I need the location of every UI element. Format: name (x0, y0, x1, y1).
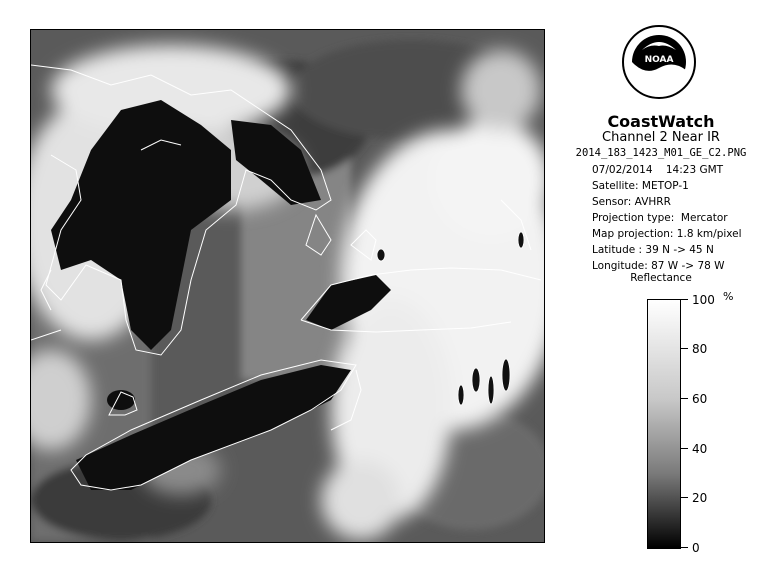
latitude-text: Latitude : 39 N -> 45 N (592, 244, 714, 256)
projection-type-text: Projection type: Mercator (592, 212, 728, 224)
colorbar-tick-label: 20 (692, 491, 708, 505)
channel-subtitle: Channel 2 Near IR (602, 130, 720, 145)
colorbar-tick (681, 497, 688, 498)
colorbar-unit: % (723, 290, 734, 303)
colorbar-tick-label: 100 (692, 293, 715, 307)
image-filename: 2014_183_1423_M01_GE_C2.PNG (575, 147, 747, 159)
svg-text:NOAA: NOAA (644, 55, 674, 65)
colorbar-tick (681, 398, 688, 399)
colorbar-tick-label: 0 (692, 541, 700, 555)
satellite-text: Satellite: METOP-1 (592, 180, 689, 192)
satellite-map (31, 30, 544, 542)
colorbar-title: Reflectance (630, 272, 692, 284)
noaa-logo (620, 20, 698, 110)
longitude-text: Longitude: 87 W -> 78 W (592, 260, 725, 272)
noaa-logo-icon (620, 20, 698, 110)
colorbar-tick (681, 547, 688, 548)
colorbar-tick (681, 348, 688, 349)
colorbar-tick-label: 80 (692, 342, 708, 356)
app-title: CoastWatch (607, 112, 715, 131)
satellite-image (30, 29, 545, 543)
colorbar-tick-label: 60 (692, 392, 708, 406)
colorbar-tick-label: 40 (692, 442, 708, 456)
colorbar-tick (681, 448, 688, 449)
map-projection-text: Map projection: 1.8 km/pixel (592, 228, 742, 240)
reflectance-colorbar (647, 299, 681, 549)
datetime-text: 07/02/2014 14:23 GMT (592, 164, 724, 176)
colorbar-tick (681, 299, 688, 300)
sensor-text: Sensor: AVHRR (592, 196, 671, 208)
